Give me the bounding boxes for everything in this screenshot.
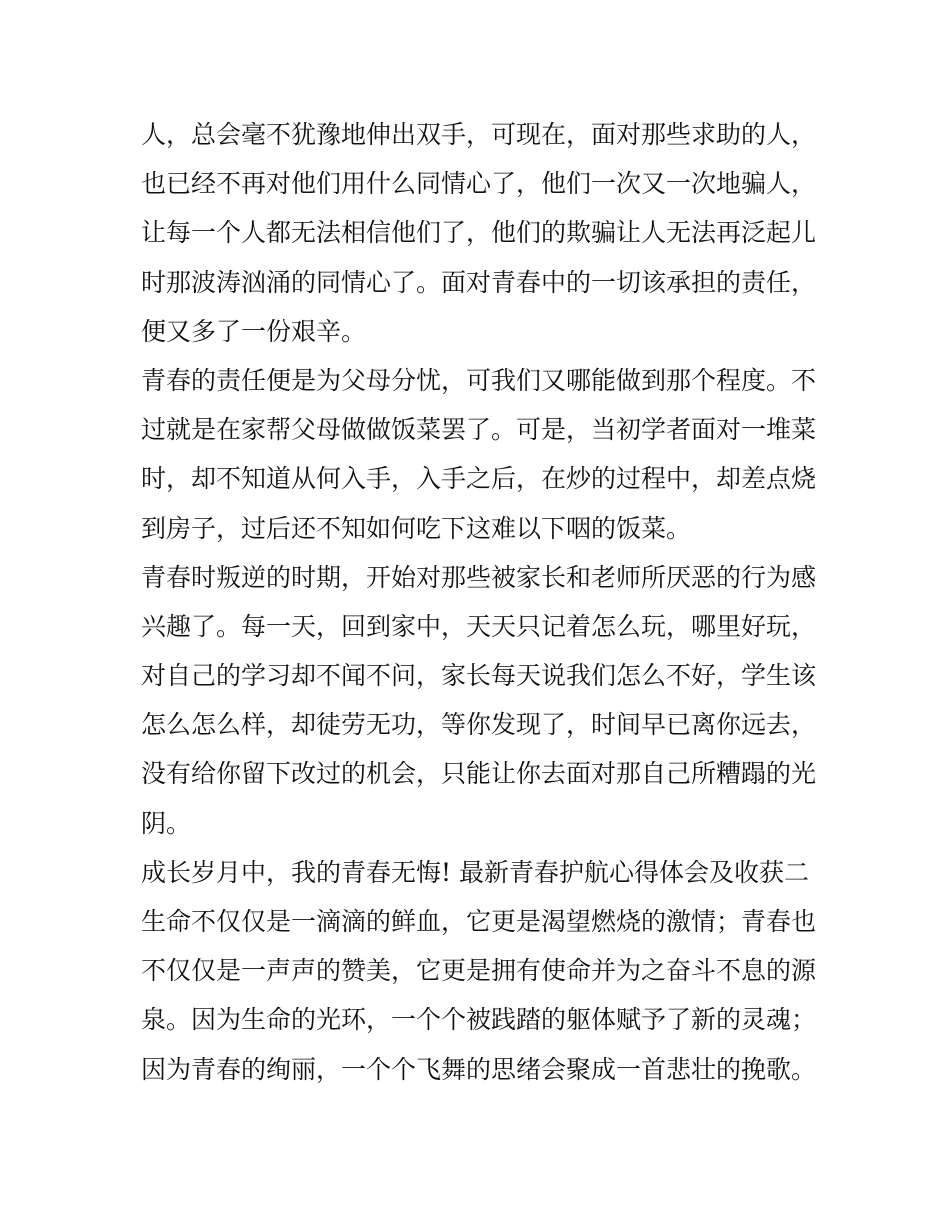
- text-line: 便又多了一份艰辛。: [141, 316, 367, 346]
- text-line: 因为青春的绚丽，一个个飞舞的思绪会聚成一首悲壮的挽歌。: [141, 1054, 817, 1084]
- text-line: 也已经不再对他们用什么同情心了，他们一次又一次地骗人，: [141, 169, 817, 199]
- text-line: 青春时叛逆的时期，开始对那些被家长和老师所厌恶的行为感: [141, 562, 817, 592]
- text-line: 生命不仅仅是一滴滴的鲜血，它更是渴望燃烧的激情；青春也: [141, 907, 817, 936]
- text-line: 阴。: [141, 808, 192, 838]
- text-line: 青春的责任便是为父母分忧，可我们又哪能做到那个程度。不: [141, 365, 817, 395]
- text-line: 让每一个人都无法相信他们了，他们的欺骗让人无法再泛起儿: [141, 218, 817, 248]
- text-line: 怎么怎么样，却徒劳无功，等你发现了，时间早已离你远去，: [141, 710, 817, 740]
- text-line: 不仅仅是一声声的赞美，它更是拥有使命并为之奋斗不息的源: [141, 956, 817, 986]
- text-line: 时那波涛汹涌的同情心了。面对青春中的一切该承担的责任，: [141, 267, 817, 297]
- text-line: 没有给你留下改过的机会，只能让你去面对那自己所糟蹋的光: [141, 759, 817, 789]
- body-text: [141, 110, 821, 1094]
- text-line: 人，总会毫不犹豫地伸出双手，可现在，面对那些求助的人，: [141, 120, 817, 149]
- text-line: 过就是在家帮父母做做饭菜罢了。可是，当初学者面对一堆菜: [141, 415, 817, 445]
- text-line: 成长岁月中，我的青春无悔! 最新青春护航心得体会及收获二: [141, 857, 809, 887]
- text-line: 兴趣了。每一天，回到家中，天天只记着怎么玩，哪里好玩，: [141, 611, 817, 641]
- text-line: 时，却不知道从何入手，入手之后，在炒的过程中，却差点烧: [141, 464, 817, 494]
- text-line: 泉。因为生命的光环，一个个被践踏的躯体赋予了新的灵魂；: [141, 1005, 817, 1035]
- text-line: 到房子，过后还不知如何吃下这难以下咽的饭菜。: [141, 513, 692, 543]
- text-line: 对自己的学习却不闻不问，家长每天说我们怎么不好，学生该: [141, 661, 817, 691]
